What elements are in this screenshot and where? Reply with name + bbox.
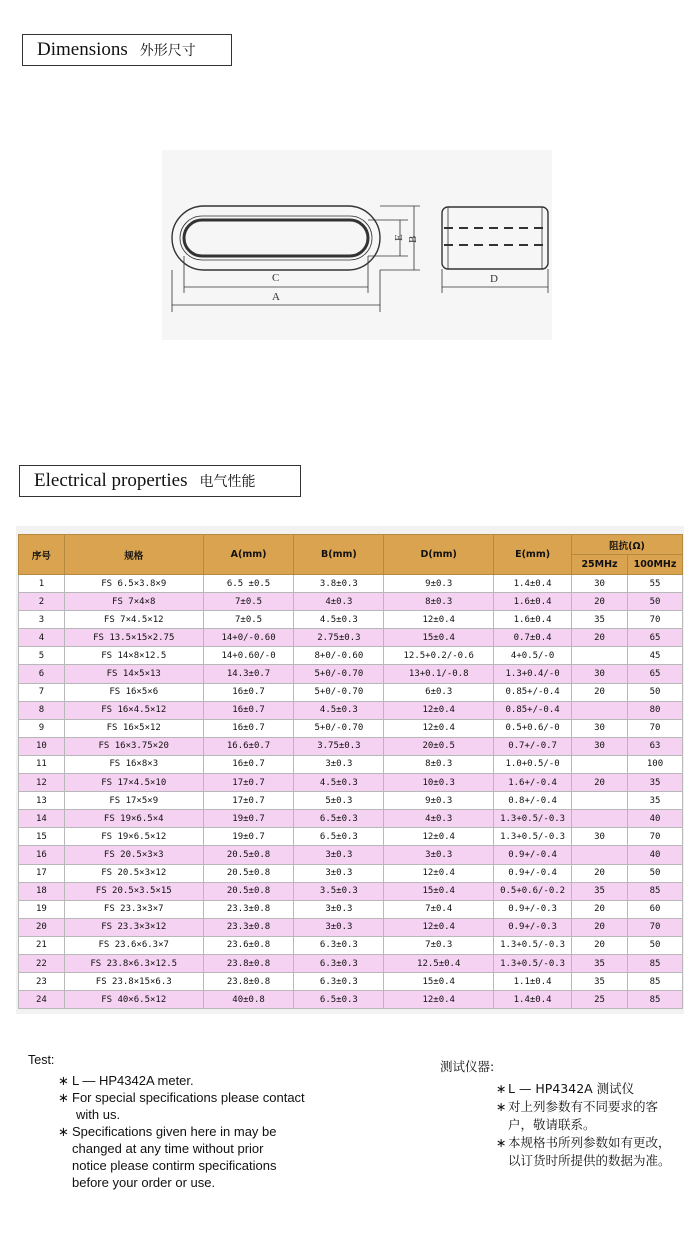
cell-spec: FS 20.5×3.5×15 xyxy=(64,882,203,900)
table-row xyxy=(19,629,683,647)
cell-a: 7±0.5 xyxy=(203,611,294,629)
cell-spec: FS 6.5×3.8×9 xyxy=(64,575,203,593)
cell-a: 7±0.5 xyxy=(203,593,294,611)
cell-no: 20 xyxy=(19,918,65,936)
cell-no: 9 xyxy=(19,719,65,737)
cell-no: 14 xyxy=(19,810,65,828)
cell-e: 1.1±0.4 xyxy=(494,973,572,991)
cell-e: 1.3+0.5/-0.3 xyxy=(494,954,572,972)
cell-d: 4±0.3 xyxy=(384,810,494,828)
cell-100mhz: 65 xyxy=(627,629,682,647)
dimensions-title-en: Dimensions xyxy=(37,39,128,60)
cell-100mhz: 40 xyxy=(627,810,682,828)
cell-100mhz: 50 xyxy=(627,593,682,611)
cell-e: 0.85+/-0.4 xyxy=(494,701,572,719)
cell-25mhz: 20 xyxy=(572,683,628,701)
table-row xyxy=(19,882,683,900)
notes-en-item xyxy=(58,1123,348,1191)
cell-no: 12 xyxy=(19,774,65,792)
inner-hole-edge xyxy=(180,216,372,260)
cell-25mhz xyxy=(572,647,628,665)
cell-d: 10±0.3 xyxy=(384,774,494,792)
cell-spec: FS 20.5×3×12 xyxy=(64,864,203,882)
notes-en-item xyxy=(58,1072,348,1089)
cell-b: 3±0.3 xyxy=(294,864,384,882)
label-d: D xyxy=(490,273,498,285)
header-e: E(mm) xyxy=(494,535,572,575)
notes-cn-line: 户，敬请联系。 xyxy=(508,1117,596,1132)
cell-100mhz: 35 xyxy=(627,792,682,810)
cell-25mhz: 20 xyxy=(572,936,628,954)
electrical-section-title xyxy=(19,465,301,497)
cell-100mhz: 50 xyxy=(627,683,682,701)
table-row xyxy=(19,647,683,665)
table-row xyxy=(19,918,683,936)
notes-en-line: with us. xyxy=(76,1107,121,1122)
table-body xyxy=(19,575,683,1009)
cell-spec: FS 17×4.5×10 xyxy=(64,774,203,792)
cell-25mhz xyxy=(572,755,628,773)
cell-no: 8 xyxy=(19,701,65,719)
cell-spec: FS 16×5×12 xyxy=(64,719,203,737)
test-notes-cn xyxy=(440,1058,690,1170)
cell-25mhz: 25 xyxy=(572,991,628,1009)
notes-cn-item xyxy=(496,1098,690,1134)
cell-b: 4.5±0.3 xyxy=(294,611,384,629)
cell-25mhz: 20 xyxy=(572,864,628,882)
electrical-table-panel xyxy=(16,526,684,1014)
table-row xyxy=(19,611,683,629)
cell-100mhz: 50 xyxy=(627,936,682,954)
cell-a: 14.3±0.7 xyxy=(203,665,294,683)
notes-cn-line: L — HP4342A 测试仪 xyxy=(508,1081,635,1096)
cell-spec: FS 14×8×12.5 xyxy=(64,647,203,665)
cell-25mhz: 30 xyxy=(572,719,628,737)
cell-a: 14+0.60/-0 xyxy=(203,647,294,665)
table-row xyxy=(19,755,683,773)
cell-25mhz: 30 xyxy=(572,737,628,755)
cell-d: 7±0.4 xyxy=(384,900,494,918)
cell-b: 4.5±0.3 xyxy=(294,774,384,792)
cell-25mhz: 30 xyxy=(572,665,628,683)
cell-a: 19±0.7 xyxy=(203,810,294,828)
cell-spec: FS 23.8×15×6.3 xyxy=(64,973,203,991)
cell-d: 8±0.3 xyxy=(384,755,494,773)
cell-spec: FS 7×4.5×12 xyxy=(64,611,203,629)
cell-100mhz: 100 xyxy=(627,755,682,773)
cell-d: 12.5+0.2/-0.6 xyxy=(384,647,494,665)
cell-d: 15±0.4 xyxy=(384,973,494,991)
cell-spec: FS 7×4×8 xyxy=(64,593,203,611)
cell-no: 13 xyxy=(19,792,65,810)
cell-d: 15±0.4 xyxy=(384,882,494,900)
table-row xyxy=(19,973,683,991)
header-25mhz: 25MHz xyxy=(572,555,628,575)
label-c: C xyxy=(272,272,280,284)
cell-100mhz: 80 xyxy=(627,701,682,719)
cell-b: 3±0.3 xyxy=(294,918,384,936)
cell-d: 12±0.4 xyxy=(384,611,494,629)
cell-25mhz: 20 xyxy=(572,900,628,918)
cell-a: 16±0.7 xyxy=(203,755,294,773)
notes-en-line: For special specifications please contact xyxy=(72,1090,305,1105)
cell-100mhz: 63 xyxy=(627,737,682,755)
side-view xyxy=(442,207,548,269)
table-row xyxy=(19,665,683,683)
table-row xyxy=(19,846,683,864)
cell-a: 23.6±0.8 xyxy=(203,936,294,954)
table-row xyxy=(19,593,683,611)
cell-spec: FS 23.3×3×12 xyxy=(64,918,203,936)
cell-100mhz: 70 xyxy=(627,611,682,629)
notes-cn-heading: 测试仪器: xyxy=(440,1059,495,1074)
header-spec: 规格 xyxy=(64,535,203,575)
cell-100mhz: 70 xyxy=(627,828,682,846)
dimensions-section-title xyxy=(22,34,232,66)
cell-no: 16 xyxy=(19,846,65,864)
cell-d: 6±0.3 xyxy=(384,683,494,701)
cell-no: 24 xyxy=(19,991,65,1009)
cell-25mhz xyxy=(572,846,628,864)
cell-b: 6.3±0.3 xyxy=(294,936,384,954)
cell-b: 5+0/-0.70 xyxy=(294,719,384,737)
cell-d: 12.5±0.4 xyxy=(384,954,494,972)
cell-b: 6.3±0.3 xyxy=(294,954,384,972)
table-row xyxy=(19,575,683,593)
cell-d: 9±0.3 xyxy=(384,575,494,593)
table-row xyxy=(19,774,683,792)
cell-no: 4 xyxy=(19,629,65,647)
cell-b: 3.8±0.3 xyxy=(294,575,384,593)
cell-b: 6.5±0.3 xyxy=(294,991,384,1009)
cell-e: 0.5+0.6/-0.2 xyxy=(494,882,572,900)
table-row xyxy=(19,828,683,846)
cell-25mhz: 35 xyxy=(572,973,628,991)
cell-b: 5+0/-0.70 xyxy=(294,683,384,701)
notes-cn-line: 本规格书所列参数如有更改， xyxy=(508,1135,671,1150)
table-row xyxy=(19,701,683,719)
cell-25mhz: 35 xyxy=(572,954,628,972)
table-row xyxy=(19,936,683,954)
header-a: A(mm) xyxy=(203,535,294,575)
cell-a: 23.3±0.8 xyxy=(203,918,294,936)
cell-no: 15 xyxy=(19,828,65,846)
cell-d: 9±0.3 xyxy=(384,792,494,810)
cell-b: 8+0/-0.60 xyxy=(294,647,384,665)
cell-100mhz: 85 xyxy=(627,882,682,900)
cell-25mhz: 30 xyxy=(572,575,628,593)
cell-no: 2 xyxy=(19,593,65,611)
cell-e: 4+0.5/-0 xyxy=(494,647,572,665)
label-b: B xyxy=(407,235,419,243)
cell-no: 6 xyxy=(19,665,65,683)
cell-100mhz: 85 xyxy=(627,973,682,991)
cell-e: 0.9+/-0.4 xyxy=(494,864,572,882)
cell-e: 0.5+0.6/-0 xyxy=(494,719,572,737)
cell-a: 19±0.7 xyxy=(203,828,294,846)
table-row xyxy=(19,792,683,810)
dimension-diagram xyxy=(162,150,552,340)
header-d: D(mm) xyxy=(384,535,494,575)
cell-e: 1.4±0.4 xyxy=(494,991,572,1009)
cell-d: 12±0.4 xyxy=(384,828,494,846)
cell-no: 10 xyxy=(19,737,65,755)
cell-spec: FS 20.5×3×3 xyxy=(64,846,203,864)
cell-25mhz xyxy=(572,792,628,810)
dimensions-title-cn: 外形尺寸 xyxy=(139,43,196,59)
cell-spec: FS 16×5×6 xyxy=(64,683,203,701)
cell-100mhz: 45 xyxy=(627,647,682,665)
notes-cn-line: 以订货时所提供的数据为准。 xyxy=(508,1153,671,1168)
electrical-title-cn: 电气性能 xyxy=(199,474,256,490)
table-row xyxy=(19,683,683,701)
table-row xyxy=(19,864,683,882)
cell-a: 16.6±0.7 xyxy=(203,737,294,755)
cell-e: 1.6+/-0.4 xyxy=(494,774,572,792)
notes-cn-item xyxy=(496,1134,690,1170)
cell-b: 6.5±0.3 xyxy=(294,828,384,846)
notes-cn-item xyxy=(496,1080,690,1098)
cell-25mhz: 20 xyxy=(572,593,628,611)
table-row xyxy=(19,810,683,828)
cell-100mhz: 70 xyxy=(627,719,682,737)
cell-d: 13+0.1/-0.8 xyxy=(384,665,494,683)
cell-d: 12±0.4 xyxy=(384,864,494,882)
cell-100mhz: 55 xyxy=(627,575,682,593)
cell-e: 0.7±0.4 xyxy=(494,629,572,647)
cell-a: 16±0.7 xyxy=(203,701,294,719)
cell-b: 3±0.3 xyxy=(294,755,384,773)
label-e: E xyxy=(393,234,405,241)
cell-b: 3±0.3 xyxy=(294,900,384,918)
cell-d: 12±0.4 xyxy=(384,701,494,719)
cell-spec: FS 40×6.5×12 xyxy=(64,991,203,1009)
notes-en-item xyxy=(58,1089,348,1123)
cell-a: 17±0.7 xyxy=(203,774,294,792)
cell-e: 1.0+0.5/-0 xyxy=(494,755,572,773)
cell-100mhz: 85 xyxy=(627,991,682,1009)
inner-hole xyxy=(184,220,368,256)
bullet-icon: ∗ xyxy=(58,1124,69,1139)
cell-b: 6.5±0.3 xyxy=(294,810,384,828)
cell-d: 12±0.4 xyxy=(384,991,494,1009)
dimension-drawing xyxy=(162,150,552,340)
cell-no: 21 xyxy=(19,936,65,954)
cell-e: 1.6±0.4 xyxy=(494,611,572,629)
cell-a: 20.5±0.8 xyxy=(203,882,294,900)
header-100mhz: 100MHz xyxy=(627,555,682,575)
table-row xyxy=(19,954,683,972)
cell-100mhz: 85 xyxy=(627,954,682,972)
cell-e: 0.8+/-0.4 xyxy=(494,792,572,810)
cell-e: 1.6±0.4 xyxy=(494,593,572,611)
cell-no: 11 xyxy=(19,755,65,773)
cell-no: 7 xyxy=(19,683,65,701)
cell-100mhz: 50 xyxy=(627,864,682,882)
cell-e: 1.3+0.5/-0.3 xyxy=(494,936,572,954)
cell-a: 16±0.7 xyxy=(203,683,294,701)
cell-e: 0.9+/-0.3 xyxy=(494,900,572,918)
header-b: B(mm) xyxy=(294,535,384,575)
cell-spec: FS 17×5×9 xyxy=(64,792,203,810)
cell-25mhz: 30 xyxy=(572,828,628,846)
cell-a: 23.8±0.8 xyxy=(203,954,294,972)
cell-e: 1.3+0.5/-0.3 xyxy=(494,810,572,828)
cell-a: 16±0.7 xyxy=(203,719,294,737)
cell-d: 3±0.3 xyxy=(384,846,494,864)
cell-spec: FS 23.6×6.3×7 xyxy=(64,936,203,954)
cell-spec: FS 13.5×15×2.75 xyxy=(64,629,203,647)
cell-a: 6.5 ±0.5 xyxy=(203,575,294,593)
cell-e: 0.9+/-0.3 xyxy=(494,918,572,936)
cell-25mhz: 20 xyxy=(572,918,628,936)
cell-100mhz: 65 xyxy=(627,665,682,683)
table-row xyxy=(19,737,683,755)
cell-b: 3.75±0.3 xyxy=(294,737,384,755)
notes-en-line: before your order or use. xyxy=(72,1175,216,1190)
table-row xyxy=(19,719,683,737)
cell-25mhz: 35 xyxy=(572,611,628,629)
cell-b: 5+0/-0.70 xyxy=(294,665,384,683)
cell-d: 12±0.4 xyxy=(384,719,494,737)
table-row xyxy=(19,991,683,1009)
cell-no: 19 xyxy=(19,900,65,918)
cell-no: 5 xyxy=(19,647,65,665)
cell-b: 6.3±0.3 xyxy=(294,973,384,991)
bullet-icon: ∗ xyxy=(58,1090,69,1105)
cell-100mhz: 70 xyxy=(627,918,682,936)
cell-e: 0.85+/-0.4 xyxy=(494,683,572,701)
cell-no: 17 xyxy=(19,864,65,882)
cell-a: 20.5±0.8 xyxy=(203,864,294,882)
table-row xyxy=(19,900,683,918)
notes-cn-line: 对上列参数有不同要求的客 xyxy=(508,1099,659,1114)
cell-spec: FS 19×6.5×12 xyxy=(64,828,203,846)
cell-a: 14+0/-0.60 xyxy=(203,629,294,647)
cell-100mhz: 40 xyxy=(627,846,682,864)
cell-d: 15±0.4 xyxy=(384,629,494,647)
cell-spec: FS 23.8×6.3×12.5 xyxy=(64,954,203,972)
cell-a: 20.5±0.8 xyxy=(203,846,294,864)
cell-a: 23.8±0.8 xyxy=(203,973,294,991)
bullet-icon: ∗ xyxy=(496,1081,507,1096)
cell-e: 0.7+/-0.7 xyxy=(494,737,572,755)
cell-b: 3.5±0.3 xyxy=(294,882,384,900)
cell-no: 23 xyxy=(19,973,65,991)
cell-d: 12±0.4 xyxy=(384,918,494,936)
cell-d: 8±0.3 xyxy=(384,593,494,611)
cell-spec: FS 16×8×3 xyxy=(64,755,203,773)
cell-spec: FS 23.3×3×7 xyxy=(64,900,203,918)
cell-e: 1.4±0.4 xyxy=(494,575,572,593)
cell-25mhz xyxy=(572,701,628,719)
cell-e: 0.9+/-0.4 xyxy=(494,846,572,864)
cell-d: 20±0.5 xyxy=(384,737,494,755)
cell-b: 4.5±0.3 xyxy=(294,701,384,719)
cell-e: 1.3+0.5/-0.3 xyxy=(494,828,572,846)
cell-a: 40±0.8 xyxy=(203,991,294,1009)
cell-100mhz: 35 xyxy=(627,774,682,792)
cell-spec: FS 16×4.5×12 xyxy=(64,701,203,719)
cell-b: 2.75±0.3 xyxy=(294,629,384,647)
notes-en-heading: Test: xyxy=(28,1053,55,1067)
notes-en-line: changed at any time without prior xyxy=(72,1141,264,1156)
label-a: A xyxy=(272,291,280,303)
cell-100mhz: 60 xyxy=(627,900,682,918)
cell-spec: FS 14×5×13 xyxy=(64,665,203,683)
cell-spec: FS 19×6.5×4 xyxy=(64,810,203,828)
header-impedance: 阻抗(Ω) xyxy=(572,535,683,555)
cell-spec: FS 16×3.75×20 xyxy=(64,737,203,755)
cell-25mhz xyxy=(572,810,628,828)
cell-no: 1 xyxy=(19,575,65,593)
electrical-properties-table xyxy=(18,534,683,1009)
bullet-icon: ∗ xyxy=(58,1073,69,1088)
cell-b: 4±0.3 xyxy=(294,593,384,611)
bullet-icon: ∗ xyxy=(496,1135,507,1150)
cell-25mhz: 20 xyxy=(572,629,628,647)
cell-no: 18 xyxy=(19,882,65,900)
cell-e: 1.3+0.4/-0 xyxy=(494,665,572,683)
cell-no: 22 xyxy=(19,954,65,972)
cell-b: 5±0.3 xyxy=(294,792,384,810)
cell-25mhz: 20 xyxy=(572,774,628,792)
notes-en-line: Specifications given here in may be xyxy=(72,1124,277,1139)
notes-en-line: L — HP4342A meter. xyxy=(72,1073,194,1088)
test-notes-en xyxy=(28,1052,348,1191)
cell-25mhz: 35 xyxy=(572,882,628,900)
cell-b: 3±0.3 xyxy=(294,846,384,864)
cell-d: 7±0.3 xyxy=(384,936,494,954)
cell-a: 23.3±0.8 xyxy=(203,900,294,918)
header-no: 序号 xyxy=(19,535,65,575)
bullet-icon: ∗ xyxy=(496,1099,507,1114)
notes-en-line: notice please contirm specifications xyxy=(72,1158,277,1173)
electrical-title-en: Electrical properties xyxy=(34,470,188,491)
cell-a: 17±0.7 xyxy=(203,792,294,810)
cell-no: 3 xyxy=(19,611,65,629)
